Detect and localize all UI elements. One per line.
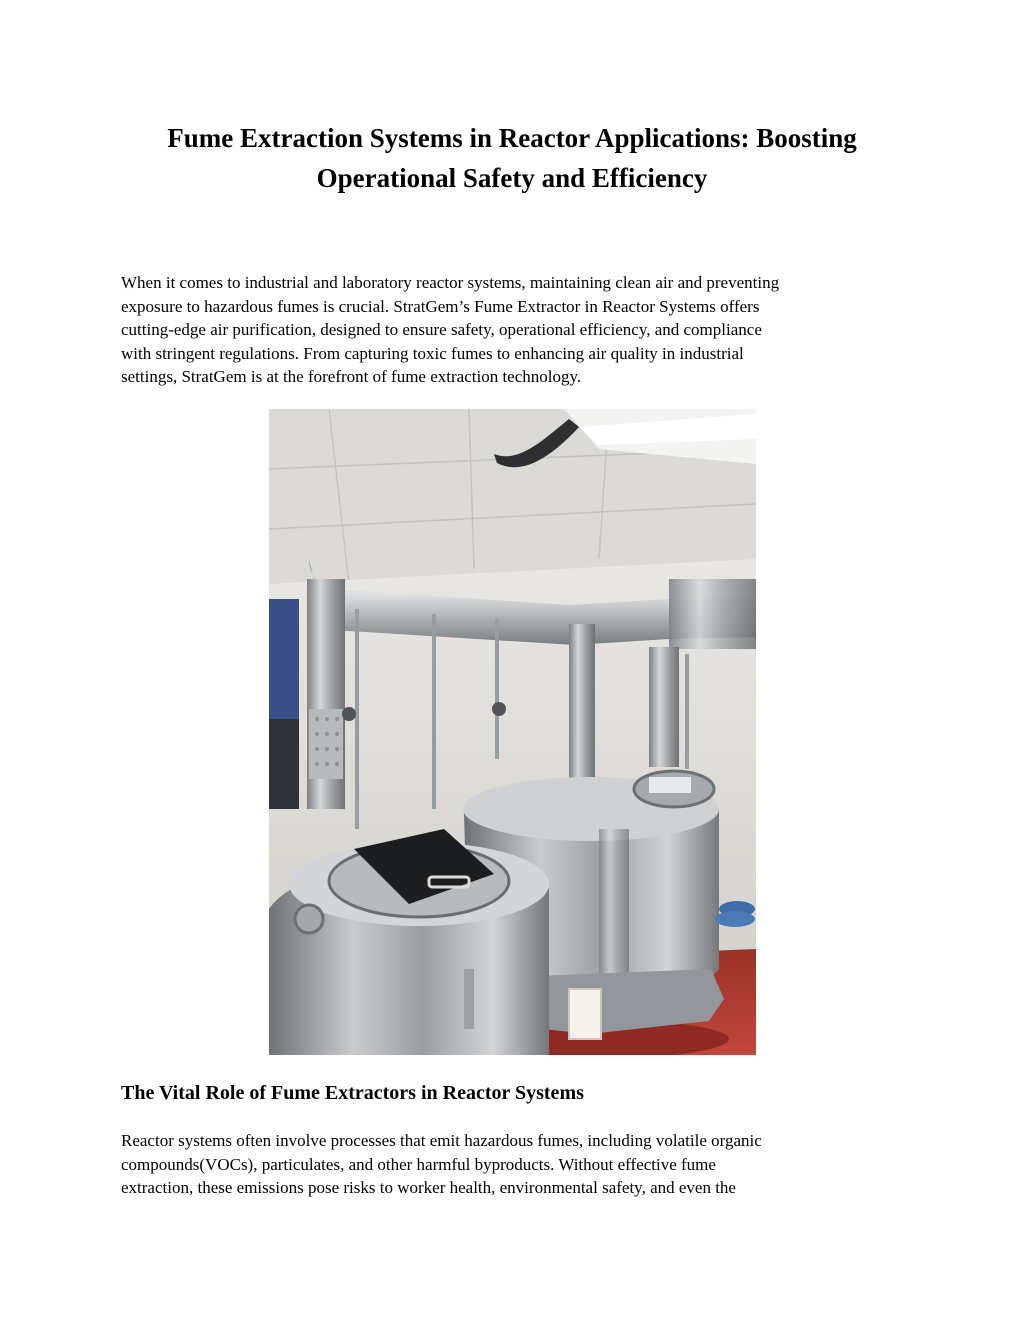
text-line: compounds(VOCs), particulates, and other harmful byproducts. Without effective fume <box>121 1154 716 1174</box>
text-line: settings, StratGem is at the forefront of fume extraction technology. <box>121 367 582 386</box>
intro-paragraph <box>121 271 911 389</box>
page-title <box>100 118 924 198</box>
text-line: cutting-edge air purification, designed to ensure safety, operational efficiency, and compliance <box>121 320 762 339</box>
text-line: with stringent regulations. From capturing toxic fumes to enhancing air quality in industrial <box>121 343 744 363</box>
text-line: When it comes to industrial and laboratory reactor systems, maintaining clean air and preventing <box>121 273 780 292</box>
text-line: extraction, these emissions pose risks to worker health, environmental safety, and even the <box>121 1178 736 1197</box>
section-heading: The Vital Role of Fume Extractors in Reactor Systems <box>121 1082 584 1104</box>
title-line: Operational Safety and Efficiency <box>316 163 708 193</box>
title-line: Fume Extraction Systems in Reactor Applications: Boosting <box>167 123 857 153</box>
section-paragraph <box>121 1129 911 1200</box>
reactor-photo <box>269 409 756 1055</box>
text-line: exposure to hazardous fumes is crucial. StratGem’s Fume Extractor in Reactor Systems offers <box>121 296 760 316</box>
text-line: Reactor systems often involve processes that emit hazardous fumes, including volatile organic <box>121 1131 762 1150</box>
